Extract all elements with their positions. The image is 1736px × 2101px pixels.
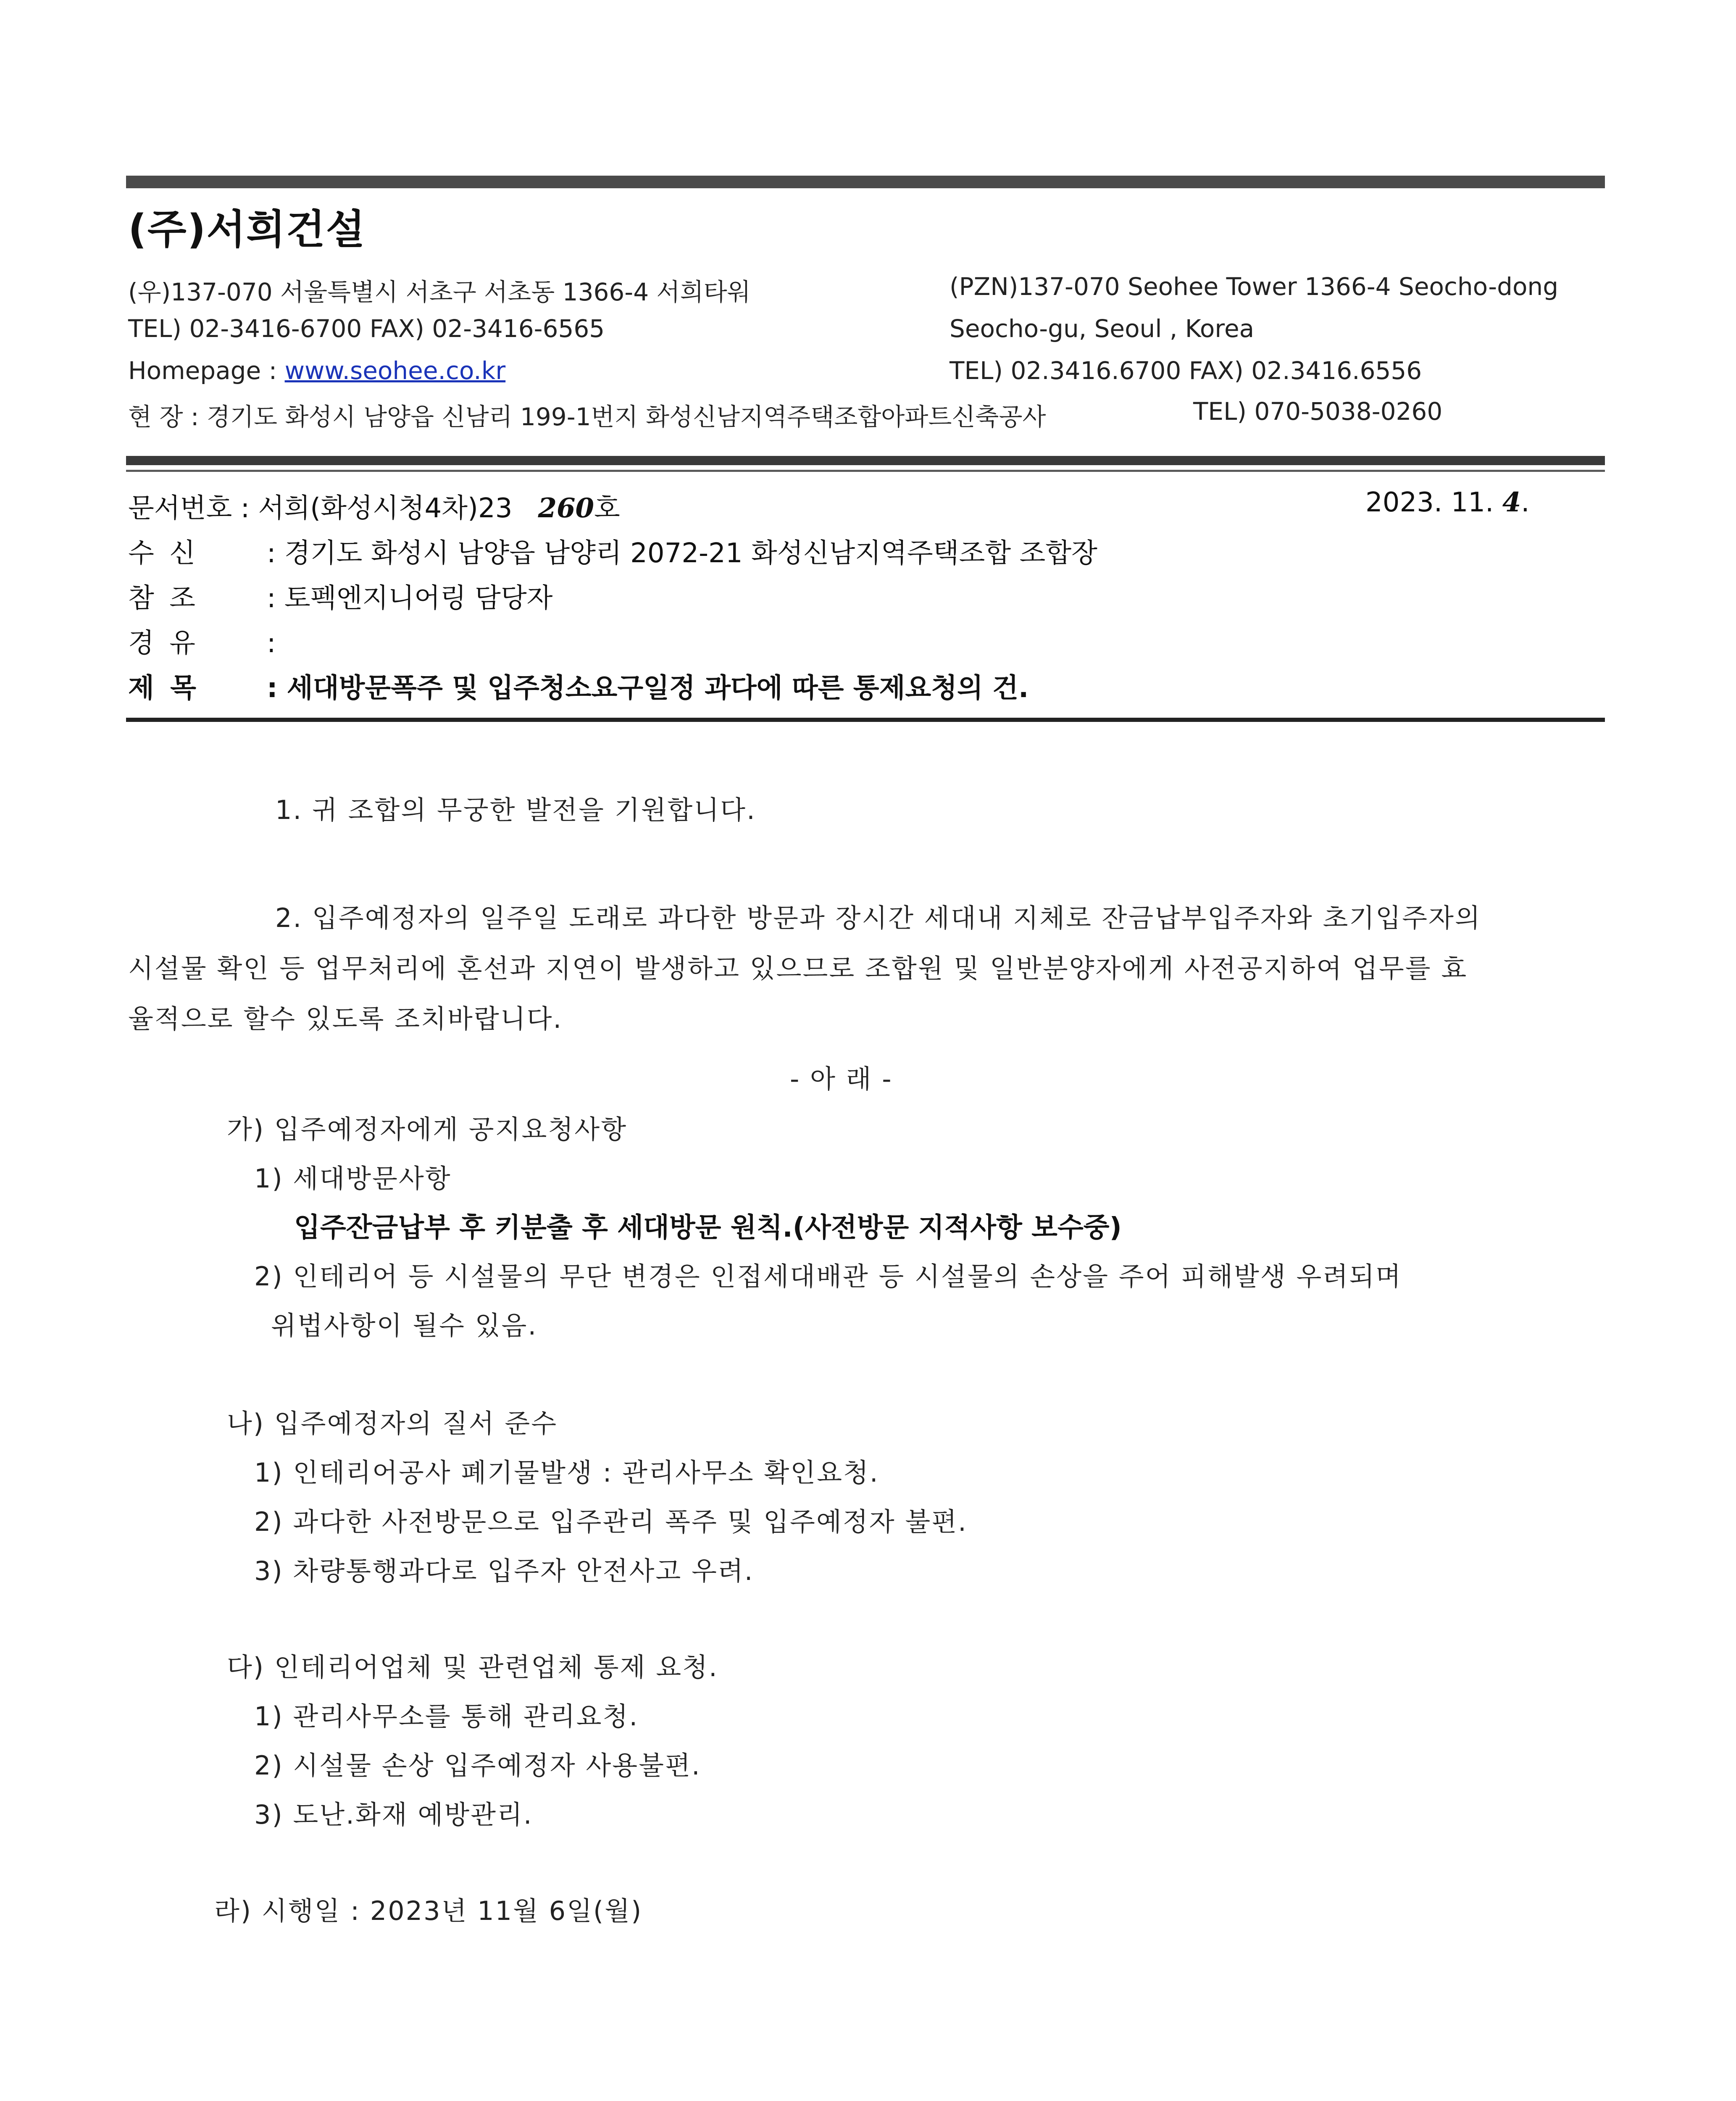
date-prefix: 2023. 11. [1365, 487, 1502, 518]
homepage-line [128, 356, 505, 385]
paragraph-2-line-3: 율적으로 할수 있도록 조치바랍니다. [128, 1003, 563, 1034]
section-c-title: 다) 인테리어업체 및 관련업체 통제 요청. [227, 1652, 718, 1682]
en-address: (PZN)137-070 Seohee Tower 1366-4 Seocho-dong [950, 272, 1559, 301]
doc-number-prefix: 서희(화성시청4차)23 [258, 493, 513, 524]
reference-row [128, 577, 553, 615]
date-suffix: . [1521, 487, 1530, 518]
date-handwritten: 4 [1502, 487, 1521, 518]
subject-value: : 세대방문폭주 및 입주청소요구일정 과다에 따른 통제요청의 건. [267, 673, 1029, 704]
subject-row [128, 666, 1028, 705]
homepage-label: Homepage : [128, 356, 285, 385]
company-name: (주)서희건설 [128, 206, 366, 253]
recipient-row [128, 532, 1097, 570]
kr-contact: TEL) 02-3416-6700 FAX) 02-3416-6565 [128, 314, 605, 343]
doc-number-label: 문서번호 : [128, 493, 258, 524]
en-city: Seocho-gu, Seoul , Korea [950, 314, 1255, 343]
section-a-item-2-line-1: 2) 인테리어 등 시설물의 무단 변경은 인접세대배관 등 시설물의 손상을 주어 피해발생 우려되며 [254, 1261, 1402, 1292]
en-contact: TEL) 02.3416.6700 FAX) 02.3416.6556 [950, 356, 1422, 385]
via-label: 경 유 [128, 628, 199, 659]
site-tel: TEL) 070-5038-0260 [1193, 397, 1443, 426]
reference-label: 참 조 [128, 583, 199, 614]
doc-date [1365, 487, 1530, 518]
below-heading: - 아 래 - [790, 1064, 893, 1094]
doc-number-suffix: 호 [594, 493, 620, 524]
reference-value: : 토펙엔지니어링 담당자 [267, 583, 553, 614]
letterhead-top-rule [126, 176, 1605, 188]
section-a-title: 가) 입주예정자에게 공지요청사항 [227, 1114, 628, 1145]
paragraph-2-line-2: 시설물 확인 등 업무처리에 혼선과 지연이 발생하고 있으므로 조합원 및 일반분양자에게 사전공지하여 업무를 효 [128, 953, 1468, 984]
meta-bottom-rule [126, 718, 1605, 722]
doc-number [128, 487, 620, 525]
section-c-item-3: 3) 도난.화재 예방관리. [254, 1799, 533, 1830]
paragraph-1: 1. 귀 조합의 무궁한 발전을 기원합니다. [275, 795, 756, 825]
section-c-item-2: 2) 시설물 손상 입주예정자 사용불편. [254, 1750, 701, 1781]
via-value: : [267, 628, 276, 659]
section-b-item-1: 1) 인테리어공사 폐기물발생 : 관리사무소 확인요청. [254, 1457, 879, 1488]
section-b-title: 나) 입주예정자의 질서 준수 [227, 1408, 558, 1439]
section-a-item-1: 1) 세대방문사항 [254, 1163, 452, 1194]
site-address: 현 장 : 경기도 화성시 남양읍 신남리 199-1번지 화성신남지역주택조합아파트신축공사 [128, 403, 1046, 431]
section-b-item-3: 3) 차량통행과다로 입주자 안전사고 우려. [254, 1556, 754, 1586]
section-b-item-2: 2) 과다한 사전방문으로 입주관리 폭주 및 입주예정자 불편. [254, 1506, 968, 1537]
subject-label: 제 목 [128, 673, 200, 704]
recipient-value: : 경기도 화성시 남양읍 남양리 2072-21 화성신남지역주택조합 조합장 [267, 538, 1097, 569]
doc-number-handwritten: 260 [538, 492, 594, 524]
section-c-item-1: 1) 관리사무소를 통해 관리요청. [254, 1701, 639, 1732]
via-row [128, 621, 276, 660]
letterhead-bottom-rule [126, 456, 1605, 465]
kr-address: (우)137-070 서울특별시 서초구 서초동 1366-4 서희타워 [128, 278, 751, 306]
letterhead-thin-rule [126, 470, 1605, 472]
section-a-item-2-line-2: 위법사항이 될수 있음. [271, 1310, 538, 1341]
section-a-item-1-detail: 입주잔금납부 후 키분출 후 세대방문 원칙.(사전방문 지적사항 보수중) [294, 1212, 1122, 1243]
recipient-label: 수 신 [128, 538, 199, 569]
homepage-link[interactable]: www.seohee.co.kr [284, 356, 506, 385]
section-d-effective-date: 라) 시행일 : 2023년 11월 6일(월) [214, 1896, 643, 1926]
paragraph-2-line-1: 2. 입주예정자의 일주일 도래로 과다한 방문과 장시간 세대내 지체로 잔금납부입주자와 초기입주자의 [275, 903, 1481, 933]
